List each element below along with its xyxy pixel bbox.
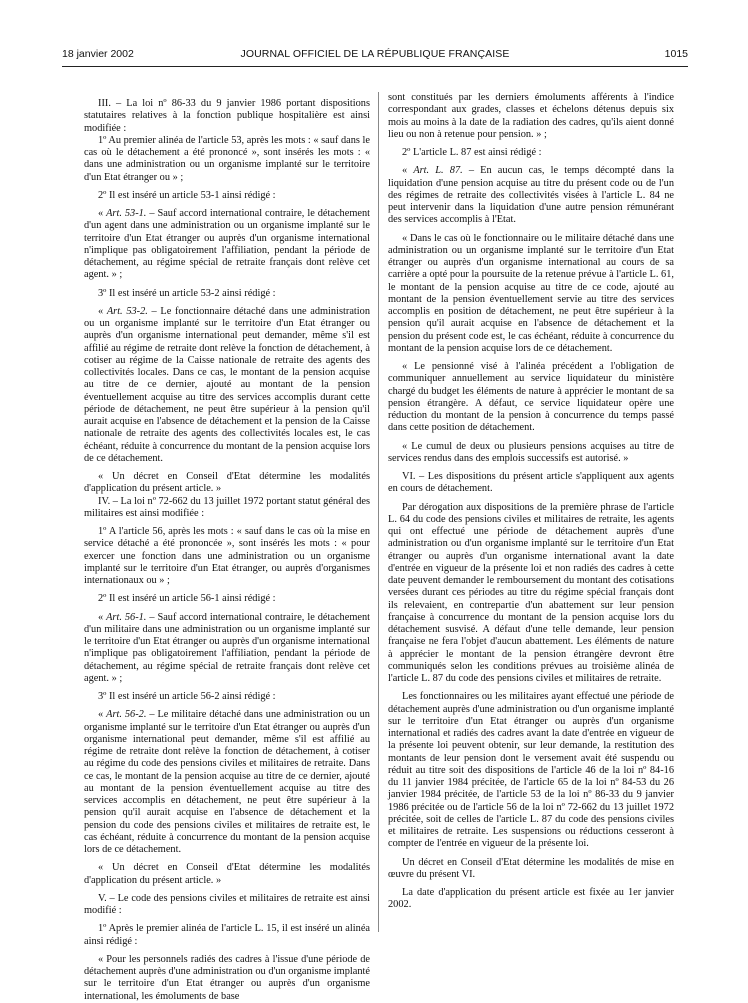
paragraph: 2º Il est inséré un article 53-1 ainsi rédigé : — [98, 189, 276, 201]
header-rule — [62, 66, 688, 67]
paragraph: « Un décret en Conseil d'Etat détermine les modalités d'application du présent article. » — [84, 471, 370, 495]
paragraph: V. – Le code des pensions civiles et militaires de retraite est ainsi modifié : — [84, 892, 370, 916]
paragraph: « Dans le cas où le fonctionnaire ou le militaire détaché dans une administration ou un organisme implanté sur le territoire d'un Etat étranger ou auprès d'un organisme international au cours de sa carrière a opté pour la poursuite de la retenue prévue à l'article L. 61, le montant de la pension acquise au titre de ce code, ajouté au montant de la pension éventuellement servie au titre des services accomplis en position de détachement, ne peut être supérieur à la pension qu'il aurait acquise en l'absence de détachement et la pension du présent code est, le cas échéant, réduite à concurrence du montant de la pension acquise lors de ce détachement. — [388, 232, 674, 354]
paragraph: « Pour les personnels radiés des cadres à l'issue d'une période de détachement auprès d'une administration ou d'un organisme implanté sur le territoire d'un Etat étranger ou auprès d'un organisme international, les émoluments de base — [84, 953, 370, 1002]
left-column — [84, 92, 370, 1003]
paragraph: « Art. 56-2. – Le militaire détaché dans une administration ou un organisme implanté sur le territoire d'un Etat étranger ou auprès d'un organisme international peut demander, même s'il est affilié au régime de retraite dont relève la fonction de détachement, à cotiser au régime du code des pensions civiles et militaires de retraite. Dans ce cas, le montant de la pension acquise au titre de ce dernier, ajouté au montant de la pension éventuellement acquise au titre des services accomplis en détachement, ne peut être supérieur à la pension qu'il aurait acquise en l'absence de détachement et la pension du code des pensions civiles et militaires de retraite est, le cas échéant, réduite à concurrence du montant de la pension acquise lors de ce détachement. — [84, 709, 370, 855]
paragraph: « Art. L. 87. – En aucun cas, le temps décompté dans la liquidation d'une pension acquise au titre du présent code ou de l'un des régimes de retraite des collectivités visées à l'article L. 84 ne peut intervenir dans la liquidation d'une autre pension rémunérant des services accomplis à l'Etat. — [388, 165, 674, 226]
paragraph: « Art. 53-1. – Sauf accord international contraire, le détachement d'un agent dans une administration ou un organisme implanté sur le territoire d'un Etat étranger ou auprès d'un organisme international n'implique pas obligatoirement l'affiliation, pendant la période de détachement, au régime spécial de retraite français dont relève cet agent. » ; — [84, 208, 370, 281]
paragraph: 2º L'article L. 87 est ainsi rédigé : — [402, 147, 542, 158]
paragraph: Un décret en Conseil d'Etat détermine les modalités de mise en œuvre du présent VI. — [388, 856, 674, 880]
paragraph: III. – La loi nº 86-33 du 9 janvier 1986 portant dispositions statutaires relatives à la fonction publique hospitalière est ainsi modifiée : — [84, 98, 370, 134]
paragraph: « Le pensionné visé à l'alinéa précédent a l'obligation de communiquer annuellement au service liquidateur du ministère chargé du budget les éléments de nature à apprécier le montant de sa pension étrangère. A défaut, ce service liquidateur opère une réduction du montant de la pension à concurrence du temps passé dans cette position de détachement. — [388, 361, 674, 434]
paragraph: « Art. 53-2. – Le fonctionnaire détaché dans une administration ou un organisme implanté sur le territoire d'un Etat étranger ou auprès d'un organisme international peut demander, même s'il est affilié au régime de retraite dont relève la fonction de détachement, à cotiser au régime de la Caisse nationale de retraite des agents des collectivités locales. Dans ce cas, le montant de la pension acquise au titre de ce dernier, ajouté au montant de la pension éventuellement acquise au titre des services accomplis durant cette période de détachement, ne peut être supérieur à la pension qu'il aurait acquise en l'absence de détachement et la pension de la Caisse nationale de retraite des agents des collectivités locales est, le cas échéant, réduite à concurrence du montant de la pension acquise lors de ce détachement. — [84, 305, 371, 464]
paragraph: La date d'application du présent article est fixée au 1er janvier 2002. — [388, 887, 674, 911]
paragraph: « Le cumul de deux ou plusieurs pensions acquises au titre de services rendus dans des emplois successifs est autorisé. » — [388, 440, 674, 464]
paragraph: 3º Il est inséré un article 56-2 ainsi rédigé : — [98, 691, 276, 702]
issue-date: 18 janvier 2002 — [62, 48, 134, 60]
page-number: 1015 — [664, 48, 688, 60]
paragraph: Par dérogation aux dispositions de la première phrase de l'article L. 64 du code des pensions civiles et militaires de retraite, les agents qui ont effectué une période de détachement auprès d'une administration ou d'un organisme implanté sur le territoire d'un Etat étranger ou auprès d'un organisme international avant la date d'entrée en vigueur de la présente loi et non radiés des cadres à cette date peuvent demander le remboursement du montant des cotisations versées durant ces périodes au titre du régime spécial français dont ils relevaient, en contrepartie d'un abattement sur leur pension française à concurrence du montant de la pension acquise lors du détachement susvisé. A défaut d'une telle demande, leur pension française ne fera l'objet d'aucun abattement. Les éléments de nature à apprécier le montant de la pension étrangère devront être communiqués selon les conditions prévues au troisième alinéa de l'article L. 87 du code des pensions civiles et militaires de retraite. — [388, 501, 674, 684]
paragraph: IV. – La loi nº 72-662 du 13 juillet 1972 portant statut général des militaires est ainsi modifiée : — [84, 495, 370, 519]
paragraph: 1º Au premier alinéa de l'article 53, après les mots : « sauf dans le cas où le détachement a été prononcé », sont insérés les mots : « dans une administration ou un organisme implanté sur le territoire d'un Etat étranger ou » ; — [84, 134, 370, 183]
paragraph: Les fonctionnaires ou les militaires ayant effectué une période de détachement auprès d'une administration ou d'un organisme implanté sur le territoire d'un Etat étranger ou auprès d'un organisme international et radiés des cadres avant la date d'entrée en vigueur de la présente loi peuvent obtenir, sur leur demande, la restitution des montants de leur pension dont le versement avait été suspendu ou réduit au titre soit des dispositions de l'article 46 de la loi nº 84-16 du 11 janvier 1984 précitée, de l'article 65 de la loi nº 84-53 du 26 janvier 1984 précitée, de l'article 53 de la loi nº 86-33 du 9 janvier 1986 précitée ou de l'article 56 de la loi nº 72-662 du 13 juillet 1972 précitée, soit de celles de l'article L. 87 du code des pensions civiles et militaires de retraite. Les suspensions ou réductions cesseront à compter de l'entrée en vigueur de la présente loi. — [388, 691, 674, 850]
journal-title: JOURNAL OFFICIEL DE LA RÉPUBLIQUE FRANÇAISE — [240, 48, 510, 60]
column-rule — [378, 92, 379, 932]
paragraph: 3º Il est inséré un article 53-2 ainsi rédigé : — [98, 287, 276, 299]
paragraph: 2º Il est inséré un article 56-1 ainsi rédigé : — [98, 593, 276, 605]
paragraph: « Un décret en Conseil d'Etat détermine les modalités d'application du présent article. » — [84, 862, 370, 886]
paragraph: sont constitués par les derniers émoluments afférents à l'indice correspondant aux grades, classes et échelons détenus depuis six mois au moins à la date de la radiation des cadres, qu'ils aient donné lieu ou non à retenue pour pension. » ; — [388, 92, 674, 140]
right-column — [388, 92, 674, 912]
paragraph: VI. – Les dispositions du présent article s'appliquent aux agents en cours de détachement. — [388, 471, 674, 495]
paragraph: 1º A l'article 56, après les mots : « sauf dans le cas où la mise en service détaché a été prononcée », sont insérés les mots : « pour exercer une fonction dans une administration ou un organisme implanté sur le territoire d'un Etat étranger, ou auprès d'organismes internationaux ou » ; — [84, 526, 370, 586]
paragraph: « Art. 56-1. – Sauf accord international contraire, le détachement d'un militaire dans une administration ou un organisme implanté sur le territoire d'un Etat étranger ou auprès d'un organisme international n'implique pas obligatoirement l'affiliation, pendant la période de détachement, au régime spécial de retraite français dont relève cet agent. » ; — [84, 611, 370, 684]
running-header — [62, 46, 688, 62]
paragraph: 1º Après le premier alinéa de l'article L. 15, il est inséré un alinéa ainsi rédigé : — [84, 923, 370, 947]
